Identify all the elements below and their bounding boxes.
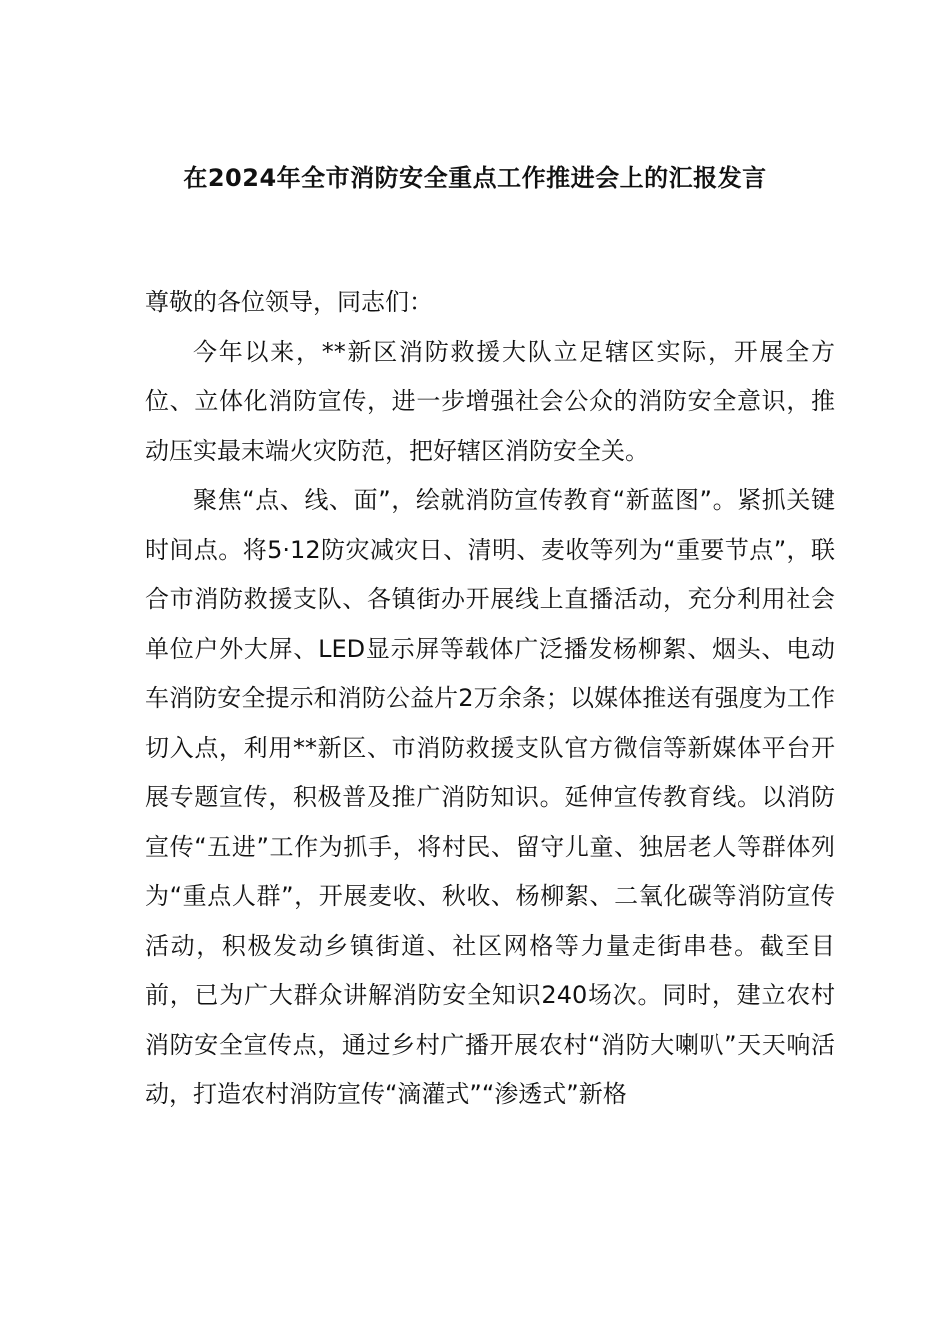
- document-title: 在2024年全市消防安全重点工作推进会上的汇报发言: [183, 164, 767, 192]
- document-body: [145, 278, 835, 1120]
- paragraph-2: 聚焦“点、线、面”，绘就消防宣传教育“新蓝图”。紧抓关键时间点。将5·12防灾减灾日、清明、麦收等列为“重要节点”，联合市消防救援支队、各镇街办开展线上直播活动，充分利用社会单位户外大屏、LED显示屏等载体广泛播发杨柳絮、烟头、电动车消防安全提示和消防公益片2万余条；以媒体推送有强度为工作切入点，利用**新区、市消防救援支队官方微信等新媒体平台开展专题宣传，积极普及推广消防知识。延伸宣传教育线。以消防宣传“五进”工作为抓手，将村民、留守儿童、独居老人等群体列为“重点人群”，开展麦收、秋收、杨柳絮、二氧化碳等消防宣传活动，积极发动乡镇街道、社区网格等力量走街串巷。截至目前，已为广大群众讲解消防安全知识240场次。同时，建立农村消防安全宣传点，通过乡村广播开展农村“消防大喇叭”天天响活动，打造农村消防宣传“滴灌式”“渗透式”新格: [145, 486, 835, 1108]
- greeting-line: 尊敬的各位领导，同志们：: [145, 288, 433, 316]
- paragraph-1: 今年以来，**新区消防救援大队立足辖区实际，开展全方位、立体化消防宣传，进一步增强社会公众的消防安全意识，推动压实最末端火灾防范，把好辖区消防安全关。: [145, 337, 835, 465]
